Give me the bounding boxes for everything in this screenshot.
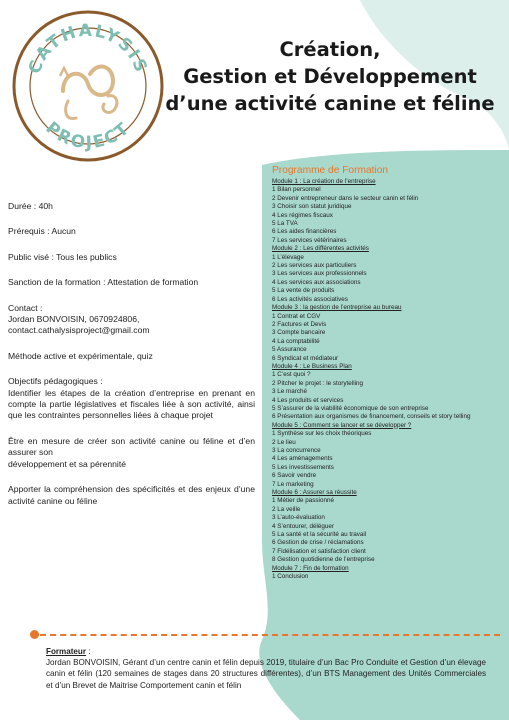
module-title: Module 6 : Assurer sa réussite: [272, 489, 357, 497]
title-line-3: d’une activité canine et féline: [165, 92, 495, 115]
module-item: 4 S’entourer, déléguer: [272, 522, 334, 530]
module-item: 1 Conclusion: [272, 573, 309, 581]
module-title: Module 2 : Les différentes activités: [272, 245, 369, 253]
module-title: Module 3 : la gestion de l’entreprise au bureau: [272, 304, 402, 312]
module-item: 3 Compte bancaire: [272, 329, 326, 337]
contact-name: Jordan BONVOISIN, 0670924806,: [8, 314, 140, 325]
module-item: 4 Les services aux associations: [272, 278, 361, 286]
module-item: 1 Bilan personnel: [272, 186, 321, 194]
logo-bottom-text: PROJECT: [41, 118, 135, 154]
formateur-text: Jordan BONVOISIN, Gérant d’un centre canin et félin depuis 2019, titulaire d’un Bac Pro Conduite et Gestion d’un élevage canin et félin (120 semaines de stages dans 20 structures différentes), d’un BTS Management des Unités Commerciales et d’un Brevet de Maitrise Comportement canin et félin: [46, 658, 486, 690]
module-item: 5 La vente de produits: [272, 287, 335, 295]
objective-3: Apporter la compréhension des spécificités et des enjeux d’une activité canine ou féline: [8, 484, 255, 506]
module-item: 7 Les services vétérinaires: [272, 236, 347, 244]
module-item: 3 Le marché: [272, 388, 308, 396]
module-item: 6 Savoir vendre: [272, 472, 317, 480]
module-item: 5 Les investissements: [272, 463, 334, 471]
cathalysis-logo: [8, 6, 168, 166]
prerequisites: Prérequis : Aucun: [8, 226, 76, 237]
module-item: 3 Choisir son statut juridique: [272, 203, 352, 211]
program-modules: [272, 178, 504, 582]
module-item: 5 S’assurer de la viabilité économique de son entreprise: [272, 404, 429, 412]
formateur-label: Formateur: [46, 647, 87, 656]
module-item: 6 Les activités associatives: [272, 295, 348, 303]
module-item: 5 La TVA: [272, 220, 298, 228]
module-item: 2 Pitcher le projet : le storytelling: [272, 379, 363, 387]
module-item: 6 Présentation aux organismes de financement, conseils et story telling: [272, 413, 471, 421]
module-item: 2 La veille: [272, 505, 301, 513]
method: Méthode active et expérimentale, quiz: [8, 350, 153, 361]
formateur-section: [46, 646, 486, 691]
title-line-2: Gestion et Développement: [183, 65, 477, 88]
title-line-1: Création,: [279, 38, 381, 61]
module-title: Module 4 : Le Business Plan: [272, 362, 352, 370]
module-item: 7 Fidélisation et satisfaction client: [272, 547, 366, 555]
objective-1: Identifier les étapes de la création d’entreprise en prenant en compte la partie législatives et fiscales liée à son activité, ainsi que les contraintes personnelles liées à chaque projet: [8, 387, 255, 421]
objectives-label: Objectifs pédagogiques :: [8, 376, 103, 387]
module-item: 6 Syndicat et médiateur: [272, 354, 339, 362]
module-item: 6 Gestion de crise / réclamations: [272, 539, 364, 547]
module-item: 2 Les services aux particuliers: [272, 262, 357, 270]
module-item: 8 Gestion quotidienne de l’entreprise: [272, 556, 375, 564]
module-item: 1 L’élevage: [272, 253, 304, 261]
objective-2b: développement et sa pérennité: [8, 458, 127, 469]
formateur-colon: :: [86, 647, 91, 656]
module-item: 2 Devenir entrepreneur dans le secteur canin et félin: [272, 194, 419, 202]
page-title: [160, 36, 500, 117]
program-column: [272, 164, 504, 582]
contact-email: contact.cathalysisproject@gmail.com: [8, 325, 150, 336]
module-item: 5 La santé et la sécurité au travail: [272, 531, 367, 539]
module-item: 5 Assurance: [272, 346, 307, 354]
module-item: 2 Le lieu: [272, 438, 296, 446]
divider-dot: [30, 630, 39, 639]
module-item: 4 Les aménagements: [272, 455, 333, 463]
module-item: 3 L’auto-évaluation: [272, 514, 325, 522]
divider: [40, 634, 500, 636]
info-column: [8, 201, 255, 507]
contact-label: Contact :: [8, 302, 43, 313]
logo-top-text: CATHALYSIS: [24, 20, 152, 77]
module-title: Module 5 : Comment se lancer et se développer ?: [272, 421, 412, 429]
module-item: 3 La concurrence: [272, 447, 321, 454]
module-item: 4 La comptabilité: [272, 337, 320, 345]
module-item: 1 Synthèse sur les choix théoriques: [272, 430, 372, 438]
sanction: Sanction de la formation : Attestation de formation: [8, 277, 199, 288]
module-item: 2 Factures et Devis: [272, 320, 327, 328]
module-item: 7 Le marketing: [272, 480, 314, 488]
objective-2a: Être en mesure de créer son activité canine ou féline et d’en assurer son: [8, 435, 255, 458]
module-item: 4 Les régimes fiscaux: [272, 211, 333, 219]
module-item: 3 Les services aux professionnels: [272, 270, 367, 278]
duration: Durée : 40h: [8, 201, 53, 211]
module-item: 1 Métier de passionné: [272, 497, 334, 505]
module-title: Module 1 : La création de l’entreprise: [272, 178, 376, 185]
module-item: 1 Contrat et CGV: [272, 312, 321, 320]
module-item: 4 Les produits et services: [272, 396, 344, 404]
module-item: 6 Les aides financières: [272, 228, 337, 236]
module-title: Module 7 : Fin de formation: [272, 564, 349, 572]
program-title: Programme de Formation: [272, 165, 389, 176]
module-item: 1 C’est quoi ?: [272, 371, 311, 379]
audience: Public visé : Tous les publics: [8, 251, 117, 262]
